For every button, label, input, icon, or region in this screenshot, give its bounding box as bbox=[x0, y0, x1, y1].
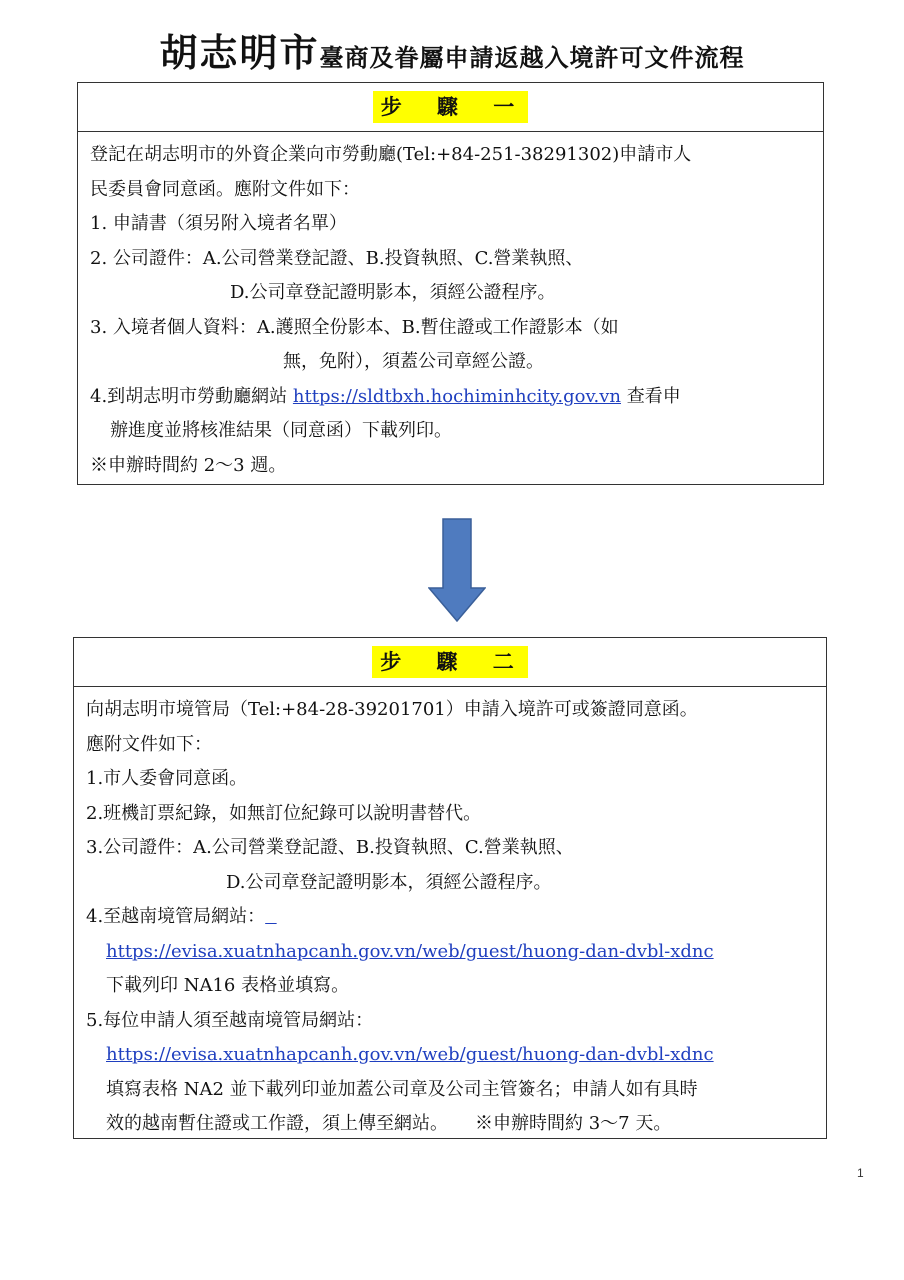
step1-body bbox=[78, 132, 823, 483]
page-title bbox=[0, 22, 904, 77]
step2-line bbox=[86, 900, 816, 935]
step2-line: 2.班機訂票紀錄，如無訂位紀錄可以說明書替代。 bbox=[86, 802, 482, 824]
step1-line: 辦進度並將核准結果（同意函）下載列印。 bbox=[110, 420, 452, 441]
title-city: 胡志明市 bbox=[159, 30, 320, 75]
step2-box bbox=[73, 637, 827, 1139]
step2-line: 向胡志明市境管局（Tel:+84-28-39201701）申請入境許可或簽證同意函。 bbox=[86, 699, 698, 720]
step2-line: 5.每位申請人須至越南境管局網站： bbox=[86, 1009, 374, 1031]
step1-label: 步 驟 一 bbox=[373, 91, 529, 123]
title-subtitle: 臺商及眷屬申請返越入境許可文件流程 bbox=[319, 43, 745, 72]
step1-line: 3. 入境者個人資料：A.護照全份影本、B.暫住證或工作證影本（如 bbox=[90, 316, 619, 338]
step2-line: 3.公司證件：A.公司營業登記證、B.投資執照、C.營業執照、 bbox=[86, 837, 574, 858]
step1-url-prefix: 4.到胡志明市勞動廳網站 bbox=[90, 385, 288, 407]
step1-line: 無，免附），須蓋公司章經公證。 bbox=[283, 351, 544, 372]
evisa-link-1[interactable]: https://evisa.xuatnhapcanh.gov.vn/web/guest/huong-dan-dvbl-xdnc bbox=[106, 940, 714, 962]
step1-url-suffix: 查看申 bbox=[626, 385, 681, 407]
step2-line: 1.市人委會同意函。 bbox=[86, 768, 248, 789]
step1-line: 民委員會同意函。應附文件如下： bbox=[90, 178, 360, 200]
step2-line-url bbox=[86, 1038, 816, 1073]
step1-line: 登記在胡志明市的外資企業向市勞動廳(Tel:+84-251-38291302)申請市人 bbox=[90, 144, 692, 165]
step1-line-url bbox=[90, 380, 813, 415]
step2-line-text: 4.至越南境管局網站： bbox=[86, 906, 266, 927]
step2-line: 效的越南暫住證或工作證，須上傳至網站。 ※申辦時間約 3～7 天。 bbox=[106, 1113, 672, 1134]
step2-line: 應附文件如下： bbox=[86, 733, 212, 755]
labor-dept-link[interactable]: https://sldtbxh.hochiminhcity.gov.vn bbox=[292, 385, 621, 407]
down-arrow-icon bbox=[428, 518, 486, 626]
step2-line-url bbox=[86, 935, 816, 970]
step2-line: D.公司章登記證明影本，須經公證程序。 bbox=[226, 871, 552, 893]
step1-line: 2. 公司證件：A.公司營業登記證、B.投資執照、C.營業執照、 bbox=[90, 247, 584, 269]
page-number: 1 bbox=[857, 1166, 864, 1180]
step1-line: 1. 申請書（須另附入境者名單） bbox=[90, 213, 347, 234]
step1-box bbox=[77, 82, 824, 485]
step2-body bbox=[74, 687, 826, 1142]
step1-header bbox=[78, 83, 823, 132]
step1-line: D.公司章登記證明影本，須經公證程序。 bbox=[230, 282, 556, 303]
step2-line: 下載列印 NA16 表格並填寫。 bbox=[106, 975, 350, 996]
step2-header bbox=[74, 638, 826, 687]
step1-note: ※申辦時間約 2～3 週。 bbox=[90, 454, 287, 476]
evisa-link-2[interactable]: https://evisa.xuatnhapcanh.gov.vn/web/guest/huong-dan-dvbl-xdnc bbox=[106, 1044, 714, 1065]
step2-label: 步 驟 二 bbox=[372, 646, 528, 678]
step2-line: 填寫表格 NA2 並下載列印並加蓋公司章及公司主管簽名；申請人如有具時 bbox=[106, 1078, 698, 1100]
